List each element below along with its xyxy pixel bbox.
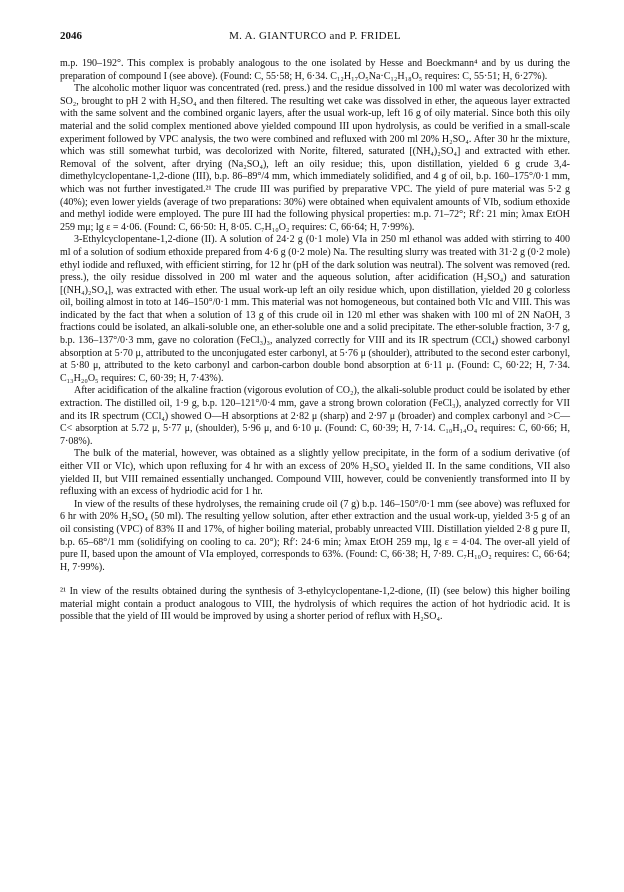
paragraph: m.p. 190–192°. This complex is probably analogous to the one isolated by Hesse and Boeckmann⁴ and by us during the preparation of compound I (see above). (Found: C, 55·58; H, 6·34. C₁₂H₁₇O₅Na·C₁₂H₁₈O₅ requires: C, 55·51; H, 6·27%). [60, 58, 570, 82]
paragraph: In view of the results of these hydrolyses, the remaining crude oil (7 g) b.p. 146–150°/0·1 mm (see above) was refluxed for 6 hr with 20% H₂SO₄ (50 ml). The resulting yellow solution, after ether extraction and the usual work-up, yielded 3·5 g of an oil consisting (VPC) of 83% II and 17%, of higher boiling material, probably unreacted VIII. Distillation yielded 2·8 g pure II, b.p. 65–68°/1 mm (solidifying on cooling to ca. 20°); Rf′: 24·6 min; λmax EtOH 259 mμ, lg ε = 4·04. The over-all yield of pure II, based upon the amount of VIa employed, corresponds to 63%. (Found: C, 66·38; H, 7·89. C₇H₁₀O₂ requires: C, 66·64; H, 7·99%). [60, 498, 570, 573]
body-text [60, 58, 570, 574]
page-header [60, 30, 570, 48]
running-title: M. A. GIANTURCO and P. FRIDEL [229, 30, 401, 42]
footnote [60, 586, 570, 623]
journal-page [60, 30, 570, 624]
paragraph: After acidification of the alkaline fraction (vigorous evolution of CO₂), the alkali-soluble product could be isolated by ether extraction. The distilled oil, 1·9 g, b.p. 120–121°/0·4 mm, gave a strong brown coloration (FeCl₃), analyzed correctly for VII and its IR spectrum (CCl₄) showed O—H absorptions at 2·82 μ (sharp) and 2·97 μ (broader) and complex carbonyl and >C—C< absorption at 5.72 μ, 5·77 μ, (shoulder), 5·96 μ, and 6·10 μ. (Found: C, 60·39; H, 7·14. C₁₀H₁₄O₄ requires: C, 60·66; H, 7·08%). [60, 385, 570, 447]
paragraph: The bulk of the material, however, was obtained as a slightly yellow precipitate, in the form of a sodium derivative (of either VII or VIc), which upon refluxing for 4 hr with an excess of 20% H₂SO₄ yielded II. In the same conditions, VII also yielded II, but VIII remained essentially unchanged. Compound VIII, however, could be conveniently transformed into II by refluxing with an excess of hydriodic acid for 1 hr. [60, 448, 570, 498]
paragraph: The alcoholic mother liquor was concentrated (red. press.) and the residue dissolved in 100 ml water was decolorized with SO₂, brought to pH 2 with H₂SO₄ and then filtered. The resulting wet cake was dissolved in ether, the aqueous layer extracted with the same solvent and the combined organic layers, after the usual work-up, left 16 g of oily material. Since both this oily material and the solid complex mentioned above yielded compound III upon hydrolysis, as could be verified in a small-scale experiment followed by VPC analysis, the two were combined and refluxed with 200 ml 20% H₂SO₄. After 30 hr the mixture, which was still somewhat turbid, was decolorized with Norite, filtered, saturated [(NH₄)₂SO₄] and extracted with ether. Removal of the solvent, after drying (Na₂SO₄), left an oily residue; this, upon distillation, yielded 6 g crude 3,4-dimethylcyclopentane-1,2-dione (III), b.p. 86–89°/4 mm, which immediately solidified, and 4 g of oil, b.p. 160–175°/0·1 mm, which was not further investigated.²¹ The crude III was purified by preparative VPC. The yield of pure material was 5·2 g (40%); even lower yields (average of two preparations: 30%) were obtained when equivalent amounts of VIb, sodium ethoxide and methyl iodide were employed. The pure III had the following physical properties: m.p. 71–72°; Rf′: 21 min; λmax EtOH 259 mμ; lg ε = 4·06. (Found: C, 66·50: H, 8·05. C₇H₁₀O₂ requires: C, 66·64; H, 7·99%). [60, 83, 570, 233]
paragraph: 3-Ethylcyclopentane-1,2-dione (II). A solution of 24·2 g (0·1 mole) VIa in 250 ml ethanol was added with stirring to 400 ml of a solution of sodium ethoxide prepared from 4·6 g (0·2 mole) Na. The resulting slurry was treated with 31·2 g (0·2 mole) ethyl iodide and refluxed, with efficient stirring, for 12 hr (pH of the dark solution was neutral). The solvent was removed (red. press.), the oily residue dissolved in 200 ml water and the aqueous solution, after acidification (H₂SO₄) and saturation [(NH₄)₂SO₄], was extracted with ether. The usual work-up left an oily residue which, upon distillation, yielded 20 g colorless oil, boiling almost in toto at 146–150°/0·1 mm. This material was not homogeneous, but contained both VIc and VIII. This was indicated by the fact that when a solution of 13 g of this crude oil in 120 ml ether was shaken with 100 ml of 2N NaOH, 3 fractions could be isolated, an alkali-soluble one, an ether-soluble one and a solid precipitate. The ether-soluble fraction, 3·7 g, b.p. 136–137°/0·3 mm, gave no coloration (FeCl₃)₃, analyzed correctly for VIII and its IR spectrum (CCl₄) showed carbonyl absorption at 5·70 μ, attributed to the unconjugated ester carbonyl, at 5·76 μ (shoulder), attributed to the second ester carbonyl, at 5·80 μ, attributed to the keto carbonyl and carbon-carbon double bond absorption at 6·11 μ. (Found: C, 60·22; H, 7·34. C₁₃H₂₀O₅ requires: C, 60·39; H, 7·43%). [60, 234, 570, 384]
page-number: 2046 [60, 30, 82, 42]
footnote-text: ²¹ In view of the results obtained during the synthesis of 3-ethylcyclopentane-1,2-dione, (II) (see below) this higher boiling material might contain a product analogous to VIII, the hydrolysis of which requires the action of hot hydriodic acid. It is possible that the yield of III would be improved by using a shorter period of reflux with H₂SO₄. [60, 586, 570, 623]
